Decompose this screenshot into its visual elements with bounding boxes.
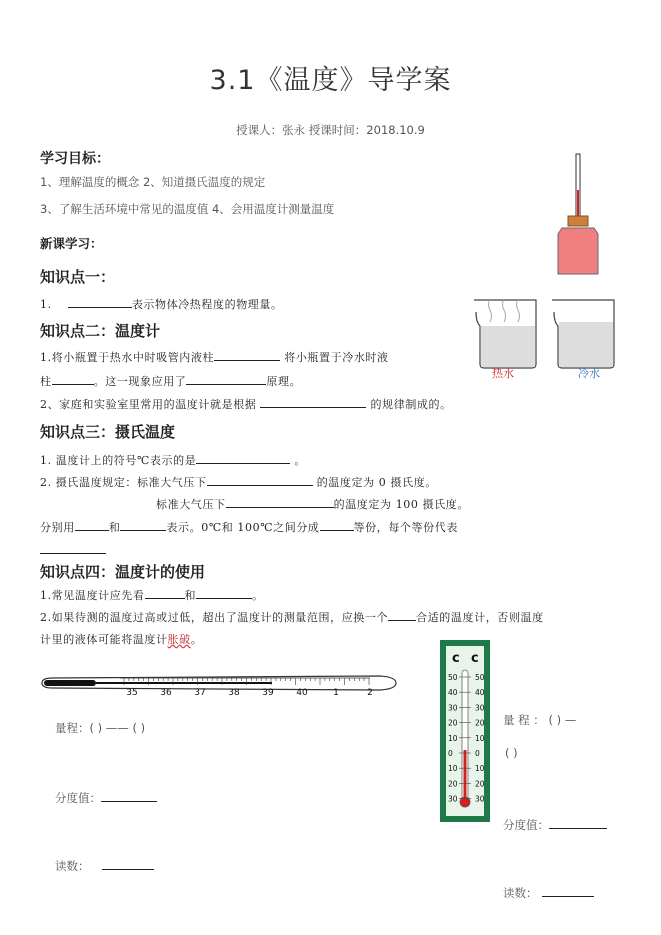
wall-tick-label: 20	[448, 779, 458, 789]
clinical-division-label: 分度值：	[55, 791, 101, 805]
wall-tick-label: 30	[475, 703, 485, 713]
k2-text-2b: 。这一现象应用了	[93, 375, 187, 388]
wall-tick-label: 40	[448, 688, 458, 698]
k2-blank-1[interactable]	[214, 359, 280, 361]
k4-blank-1[interactable]	[145, 597, 185, 599]
cold-beaker	[552, 300, 614, 368]
hot-beaker	[474, 300, 536, 368]
wall-tick-label: 50	[448, 673, 458, 682]
clinical-tick-label: 36	[160, 688, 172, 698]
wall-tick-label: 20	[475, 779, 485, 789]
k2-line-1	[40, 349, 389, 365]
wall-tick-label: 10	[448, 764, 458, 774]
k3-text-3a: 标准大气压下	[156, 498, 226, 511]
k3-text-1a: 1. 温度计上的符号℃表示的是	[40, 454, 197, 467]
k3-text-3b: 的温度定为 100 摄氏度。	[333, 498, 469, 511]
k3-blank-2[interactable]	[207, 484, 313, 486]
k2-text-1a: 1.将小瓶置于热水中时吸管内液柱	[40, 351, 215, 364]
k2-text-1b: 将小瓶置于冷水时液	[284, 351, 389, 364]
k4-blank-2[interactable]	[196, 597, 252, 599]
wall-tick-label: 20	[448, 718, 458, 728]
wall-thermometer	[440, 640, 490, 822]
bottle-body	[558, 228, 598, 274]
wall-range-label-1: 量 程 ： ( ) —	[503, 713, 577, 727]
wall-tick-label: 30	[448, 794, 458, 804]
wall-tick-label: 10	[475, 764, 485, 774]
k2-text-3a: 2、家庭和实验室里常用的温度计就是根据	[40, 398, 257, 411]
beakers-figure	[466, 292, 624, 382]
k1-item-1-num: 1.	[40, 298, 52, 311]
k3-line-4	[40, 519, 458, 535]
k3-blank-6[interactable]	[320, 529, 354, 531]
k3-heading: 知识点三：摄氏温度	[40, 423, 176, 441]
k4-line-2	[40, 609, 544, 625]
k3-line-3	[156, 496, 469, 512]
wall-unit-left: c	[452, 651, 460, 666]
clinical-reading-blank[interactable]	[102, 868, 154, 870]
clinical-tick-label: 38	[228, 688, 240, 698]
clinical-tick-label: 40	[296, 688, 308, 698]
clinical-thermometer	[40, 668, 400, 698]
goals-line-1: 1、理解温度的概念 2、知道摄氏温度的规定	[40, 175, 266, 189]
k2-text-3b: 的规律制成的。	[370, 398, 452, 411]
cold-water-label: 冷水	[578, 367, 600, 380]
wall-tick-label: 50	[475, 673, 485, 682]
clinical-tick-label: 35	[126, 688, 138, 698]
wall-reading-label: 读数：	[503, 886, 538, 900]
k2-heading: 知识点二：温度计	[40, 322, 161, 340]
clinical-range-label: 量程：( ) —— ( )	[55, 721, 146, 735]
k2-text-2a: 柱	[40, 375, 52, 388]
k4-line-1	[40, 587, 264, 603]
k3-text-2b: 的温度定为 0 摄氏度。	[316, 476, 437, 489]
wall-tick-label: 30	[475, 794, 485, 804]
wall-tick-label: 10	[475, 733, 485, 743]
hot-water-label: 热水	[492, 367, 514, 380]
goals-line-2: 3、了解生活环境中常见的温度值 4、会用温度计测量温度	[40, 202, 335, 216]
wall-division-label: 分度值：	[503, 818, 549, 832]
k2-line-2	[40, 373, 301, 389]
k2-text-2c: 原理。	[266, 375, 302, 388]
k3-line-2	[40, 474, 437, 490]
k3-blank-4[interactable]	[75, 529, 109, 531]
clinical-mercury	[96, 682, 272, 684]
k4-text-3c: 。	[190, 633, 203, 646]
k2-blank-3[interactable]	[186, 383, 266, 385]
wall-tick-label: 30	[448, 703, 458, 713]
k3-text-4d: 等份，每个等份代表	[353, 521, 458, 534]
bottle-stopper	[568, 216, 588, 226]
wall-liquid	[464, 750, 467, 800]
k1-item-1-tail: 表示物体冷热程度的物理量。	[131, 298, 283, 311]
wall-tick-label: 0	[448, 749, 453, 758]
k3-text-4b: 和	[108, 521, 121, 534]
k3-text-2a: 2. 摄氏温度规定：标准大气压下	[40, 476, 207, 489]
k4-heading: 知识点四：温度计的使用	[40, 563, 206, 581]
clinical-bulb	[44, 680, 96, 686]
wall-tick-label: 10	[448, 733, 458, 743]
k1-heading: 知识点一：	[40, 268, 116, 286]
clinical-tick-label: 39	[262, 688, 274, 698]
k3-text-4a: 分别用	[40, 521, 75, 534]
k1-blank-1[interactable]	[68, 306, 132, 308]
k4-blank-3[interactable]	[388, 619, 416, 621]
k3-blank-5[interactable]	[120, 529, 166, 531]
wall-tick-label: 20	[475, 718, 485, 728]
wall-division	[503, 817, 607, 833]
clinical-tick-label: 1	[333, 688, 339, 698]
goals-heading: 学习目标：	[40, 151, 110, 167]
k4-text-2b: 合适的温度计，否则温度	[416, 611, 544, 624]
wall-reading-blank[interactable]	[542, 895, 594, 897]
k4-text-3a: 计里的液体可能将温度计	[40, 633, 168, 646]
wall-unit-right: c	[471, 651, 479, 666]
k4-text-2a: 2.如果待测的温度过高或过低，超出了温度计的测量范围，应换一个	[40, 611, 389, 624]
wall-tick-label: 0	[475, 749, 480, 758]
k4-line-3	[40, 631, 202, 647]
k4-text-1b: 和	[184, 589, 197, 602]
k3-text-4c: 表示。0℃和 100℃之间分成	[166, 521, 320, 534]
k4-text-3b: 胀破	[167, 633, 191, 646]
k3-blank-7[interactable]	[40, 552, 106, 554]
wall-tick-label: 40	[475, 688, 485, 698]
k2-blank-4[interactable]	[260, 406, 366, 408]
clinical-division	[55, 790, 157, 806]
wall-division-blank[interactable]	[549, 827, 607, 829]
k3-blank-1[interactable]	[196, 462, 290, 464]
k3-text-1b: 。	[294, 454, 307, 467]
k2-blank-2[interactable]	[52, 383, 94, 385]
k4-text-1a: 1.常见温度计应先看	[40, 589, 145, 602]
new-lesson-heading: 新课学习：	[40, 236, 103, 251]
clinical-reading-label: 读数：	[55, 859, 90, 873]
k3-blank-3[interactable]	[226, 506, 334, 508]
wall-reading	[503, 885, 594, 901]
k1-item-1	[40, 296, 283, 312]
clinical-division-blank[interactable]	[101, 800, 157, 802]
page-title: 3.1《温度》导学案	[209, 65, 452, 96]
clinical-tick-label: 37	[194, 688, 206, 698]
lesson-meta: 授课人：张永 授课时间：2018.10.9	[236, 123, 425, 137]
wall-range-label-2: ( )	[505, 746, 518, 760]
k4-text-1c: 。	[252, 589, 264, 602]
k3-line-1	[40, 452, 306, 468]
clinical-tick-label: 2	[367, 688, 373, 698]
k2-line-3	[40, 396, 452, 412]
clinical-reading	[55, 858, 154, 874]
bottle-figure	[552, 152, 606, 280]
